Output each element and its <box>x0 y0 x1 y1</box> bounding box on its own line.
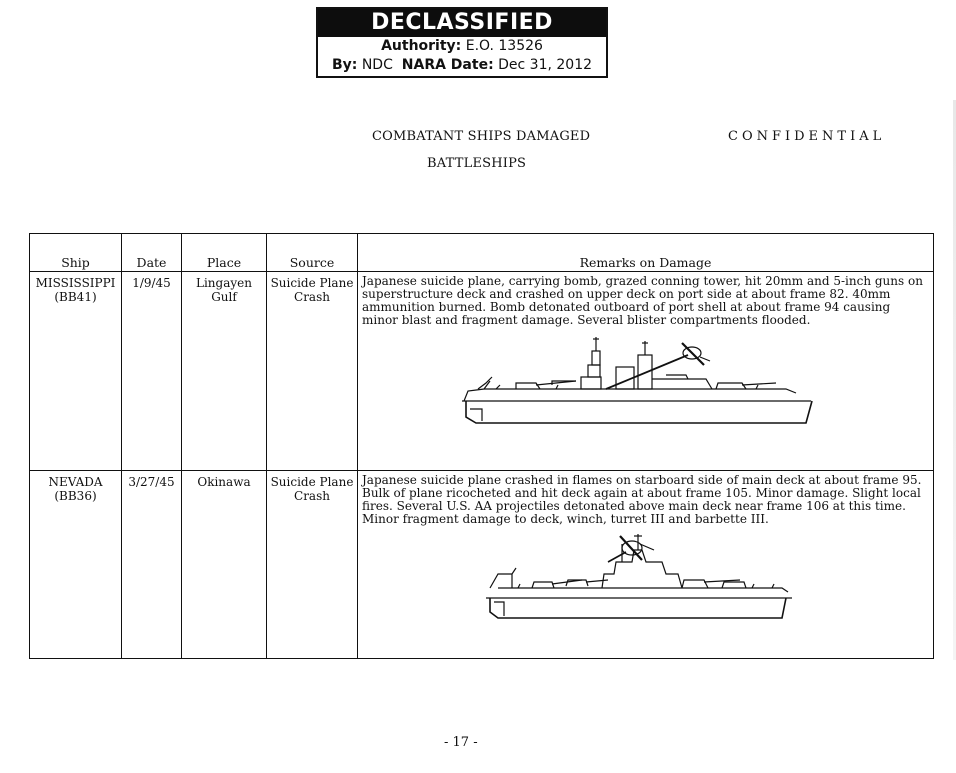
column-header-date: Date <box>122 234 182 272</box>
place-line-1: Okinawa <box>197 475 251 489</box>
remarks-text: Japanese suicide plane crashed in flames on starboard side of main deck at about frame 95. Bulk of plane ricocheted and hit deck again at about frame 105. Minor damage. Slight local fires. Several U.S. AA projectiles detonated above main deck near frame 106 at this time. Minor fragment damage to deck, winch, turret III and barbette III. <box>362 473 922 526</box>
source-line-2: Crash <box>294 489 330 503</box>
stamp-by-label: By: <box>331 57 358 73</box>
hull-number: (BB41) <box>54 290 97 304</box>
remarks-cell <box>358 272 934 471</box>
declassified-stamp <box>316 7 608 78</box>
date-cell: 3/27/45 <box>122 471 182 659</box>
stamp-authority-value: E.O. 13526 <box>465 38 543 54</box>
document-title: COMBATANT SHIPS DAMAGED <box>372 129 591 144</box>
stamp-by-line <box>318 56 606 75</box>
remarks-text: Japanese suicide plane, carrying bomb, grazed conning tower, hit 20mm and 5-inch guns on superstructure deck and crashed on upper deck on port side at about frame 82. 40mm ammunition burned. Bomb detonated outboard of port shell at about frame 94 causing minor blast and fragment damage. Several blister compartments flooded. <box>362 274 923 327</box>
ship-name: MISSISSIPPI <box>35 276 116 290</box>
ship-cell <box>30 272 122 471</box>
source-line-2: Crash <box>294 290 330 304</box>
stamp-authority-line <box>318 37 606 56</box>
place-cell <box>182 471 267 659</box>
table-row <box>30 272 934 471</box>
ship-cell <box>30 471 122 659</box>
stamp-nara-label: NARA Date: <box>401 57 494 73</box>
column-header-remarks: Remarks on Damage <box>358 234 934 272</box>
hull-number: (BB36) <box>54 489 97 503</box>
stamp-nara-value: Dec 31, 2012 <box>498 57 593 73</box>
battleship-damage-sketch <box>456 337 816 437</box>
date-cell: 1/9/45 <box>122 272 182 471</box>
column-header-source: Source <box>267 234 358 272</box>
stamp-authority-label: Authority: <box>381 38 462 54</box>
table-row <box>30 471 934 659</box>
battleship-damage-sketch <box>482 532 812 624</box>
source-cell <box>267 272 358 471</box>
damage-table <box>29 233 934 659</box>
source-line-1: Suicide Plane <box>270 276 354 290</box>
classification-marking: CONFIDENTIAL <box>728 129 886 144</box>
stamp-title: DECLASSIFIED <box>318 9 606 37</box>
place-line-1: Lingayen <box>196 276 252 290</box>
place-line-2: Gulf <box>211 290 237 304</box>
remarks-cell <box>358 471 934 659</box>
document-subtitle: BATTLESHIPS <box>427 156 527 171</box>
ship-name: NEVADA <box>48 475 103 489</box>
column-header-ship: Ship <box>30 234 122 272</box>
table-header-row <box>30 234 934 272</box>
place-cell <box>182 272 267 471</box>
column-header-place: Place <box>182 234 267 272</box>
source-line-1: Suicide Plane <box>270 475 354 489</box>
stamp-by-value: NDC <box>361 57 393 73</box>
page-number: - 17 - <box>444 735 478 750</box>
source-cell <box>267 471 358 659</box>
